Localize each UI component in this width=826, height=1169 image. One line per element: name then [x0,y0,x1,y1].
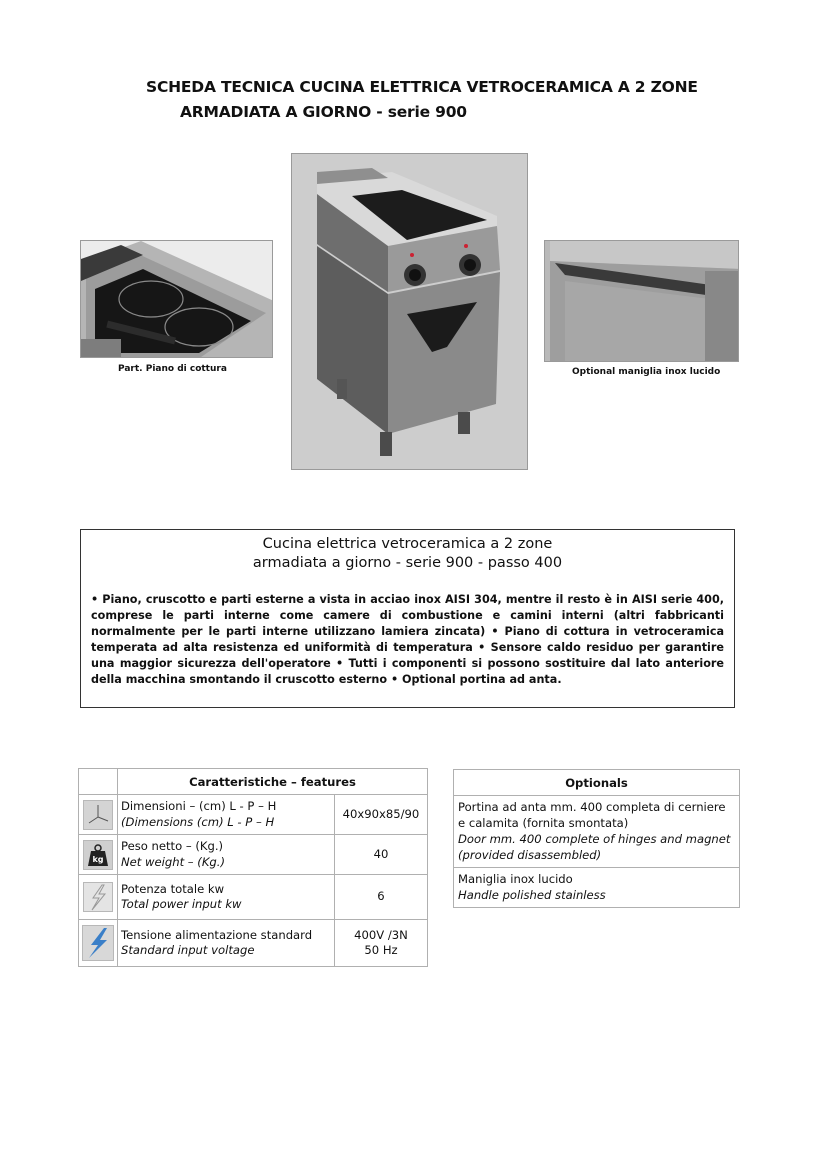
handle-detail-photo [544,240,739,362]
power-label: Potenza totale kw [121,881,225,896]
dimensions-icon [83,800,113,830]
right-photo-caption: Optional maniglia inox lucido [572,367,721,377]
product-photo [291,153,528,470]
page-title-line1: SCHEDA TECNICA CUCINA ELETTRICA VETROCERAMICA A 2 ZONE [146,78,698,96]
optional-door-label: Portina ad anta mm. 400 completa di cerniere e calamita (fornita smontata) [458,800,726,830]
description-body: • Piano, cruscotto e parti esterne a vista in acciao inox AISI 304, mentre il resto è in AISI serie 400, comprese le parti interne come camere di combustione e camini interni (altri fabbricanti normalmente per le parti interne utilizzano lamiera zincata) • Piano di cottura in vetroceramica temperata ad alta resistenza ed uniformità di temperatura • Sensore caldo residuo per garantire una maggior sicurezza dell'operatore • Tutti i componenti si possono sostituire dal lato anteriore della macchina smontando il cruscotto esterno • Optional portina ad anta. [91,593,724,687]
optionals-table [453,769,740,908]
table-row [79,875,428,920]
description-title-line1: Cucina elettrica vetroceramica a 2 zone [262,536,553,552]
features-table [78,768,428,967]
optional-handle-label-en: Handle polished stainless [458,888,606,902]
dimensions-label: Dimensioni – (cm) L - P – H [121,799,277,813]
table-row [79,920,428,967]
table-row [79,795,428,835]
optional-handle-label: Maniglia inox lucido [458,872,573,886]
weight-icon [83,840,113,870]
weight-label-en: Net weight – (Kg.) [121,854,225,869]
weight-value: 40 [335,835,428,875]
voltage-label: Tensione alimentazione standard [121,927,313,942]
power-label-en: Total power input kw [121,897,242,911]
voltage-value: 400V /3N [354,927,408,942]
description-box [80,529,735,708]
dimensions-label-en: (Dimensions (cm) L - P – H [121,814,275,829]
svg-text:kg: kg [92,854,104,864]
frequency-value: 50 Hz [364,943,398,957]
table-row [454,868,740,908]
power-icon [83,882,113,912]
power-value: 6 [335,875,428,920]
page-title-line2: ARMADIATA A GIORNO - serie 900 [180,103,467,121]
left-photo-caption: Part. Piano di cottura [118,364,227,374]
description-title-line2: armadiata a giorno - serie 900 - passo 400 [252,555,563,571]
table-row [454,796,740,868]
voltage-icon [82,925,114,961]
cooktop-detail-photo [80,240,273,358]
table-row [79,835,428,875]
features-header: Caratteristiche – features [118,769,428,795]
dimensions-value: 40x90x85/90 [335,795,428,835]
optionals-header: Optionals [454,770,740,796]
weight-label: Peso netto – (Kg.) [121,839,224,853]
voltage-label-en: Standard input voltage [121,943,255,957]
optional-door-label-en: Door mm. 400 complete of hinges and magnet (provided disassembled) [458,832,731,862]
